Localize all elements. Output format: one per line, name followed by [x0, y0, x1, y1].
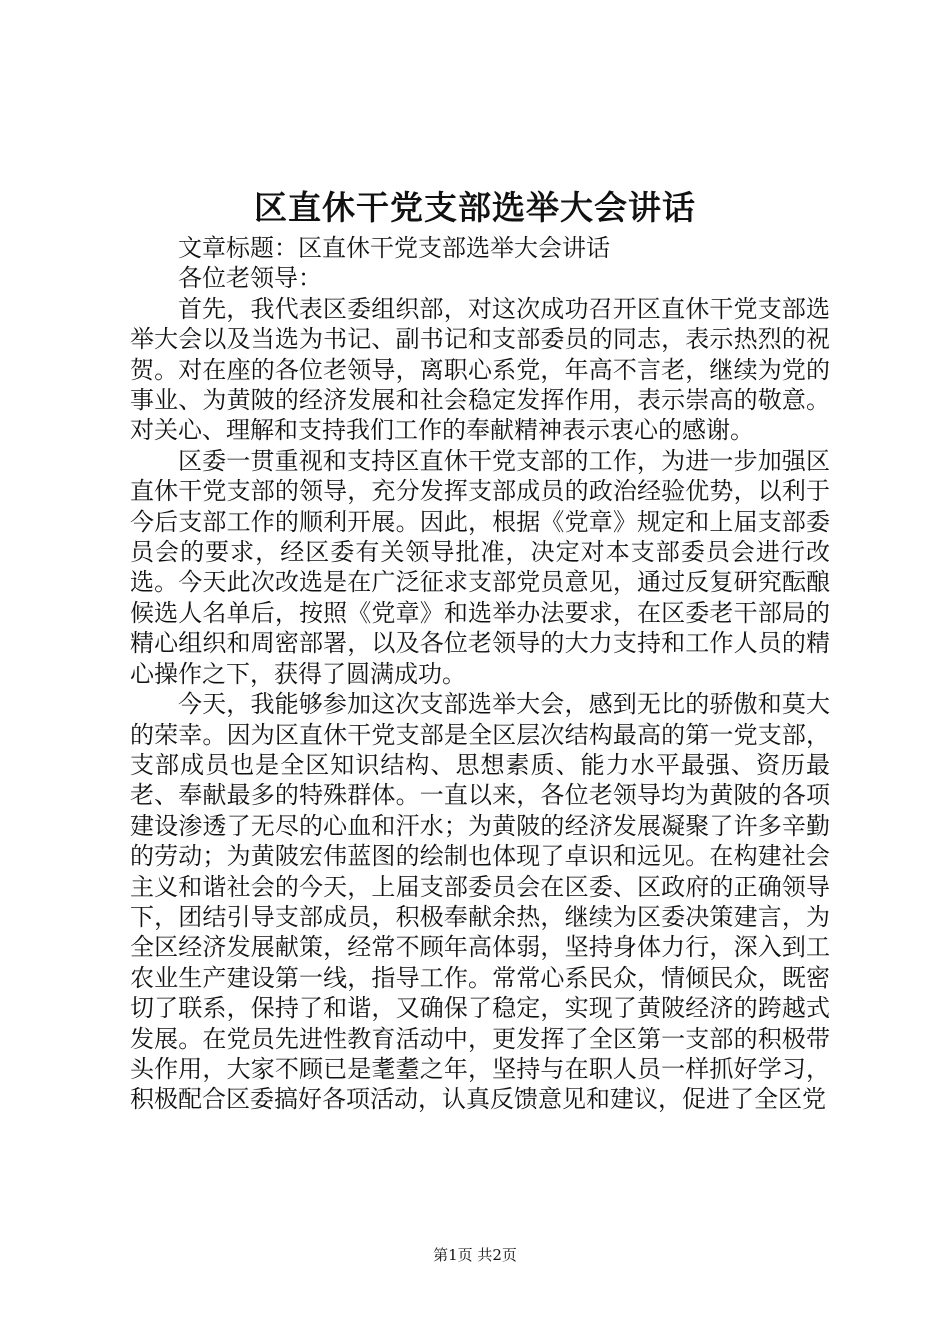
- paragraph-2: 区委一贯重视和支持区直休干党支部的工作，为进一步加强区直休干党支部的领导，充分发挥支部成员的政治经验优势，以利于今后支部工作的顺利开展。因此，根据《党章》规定和上届支部委员会的要求，经区委有关领导批准，决定对本支部委员会进行改选。今天此次改选是在广泛征求支部党员意见，通过反复研究酝酿候选人名单后，按照《党章》和选举办法要求，在区委老干部局的精心组织和周密部署，以及各位老领导的大力支持和工作人员的精心操作之下，获得了圆满成功。: [130, 446, 830, 688]
- salutation: 各位老领导：: [178, 264, 322, 293]
- paragraph-1: 首先，我代表区委组织部，对这次成功召开区直休干党支部选举大会以及当选为书记、副书记和支部委员的同志，表示热烈的祝贺。对在座的各位老领导，离职心系党，年高不言老，继续为党的事业、为黄陂的经济发展和社会稳定发挥作用，表示崇高的敬意。对关心、理解和支持我们工作的奉献精神表示衷心的感谢。: [130, 294, 830, 445]
- page-number: 第1页 共2页: [433, 1246, 517, 1264]
- paragraph-3: 今天，我能够参加这次支部选举大会，感到无比的骄傲和莫大的荣幸。因为区直休干党支部是全区层次结构最高的第一党支部，支部成员也是全区知识结构、思想素质、能力水平最强、资历最老、奉献最多的特殊群体。一直以来，各位老领导均为黄陂的各项建设渗透了无尽的心血和汗水；为黄陂的经济发展凝聚了许多辛勤的劳动；为黄陂宏伟蓝图的绘制也体现了卓识和远见。在构建社会主义和谐社会的今天，上届支部委员会在区委、区政府的正确领导下，团结引导支部成员，积极奉献余热，继续为区委决策建言，为全区经济发展献策，经常不顾年高体弱，坚持身体力行，深入到工农业生产建设第一线，指导工作。常常心系民众，情倾民众，既密切了联系，保持了和谐，又确保了稳定，实现了黄陂经济的跨越式发展。在党员先进性教育活动中，更发挥了全区第一支部的积极带头作用，大家不顾已是耄耋之年，坚持与在职人员一样抓好学习，积极配合区委搞好各项活动，认真反馈意见和建议，促进了全区党: [130, 690, 830, 1114]
- document-body: [130, 233, 830, 1115]
- article-title-line: 文章标题：区直休干党支部选举大会讲话: [178, 234, 610, 262]
- document-title: 区直休干党支部选举大会讲话: [254, 188, 696, 227]
